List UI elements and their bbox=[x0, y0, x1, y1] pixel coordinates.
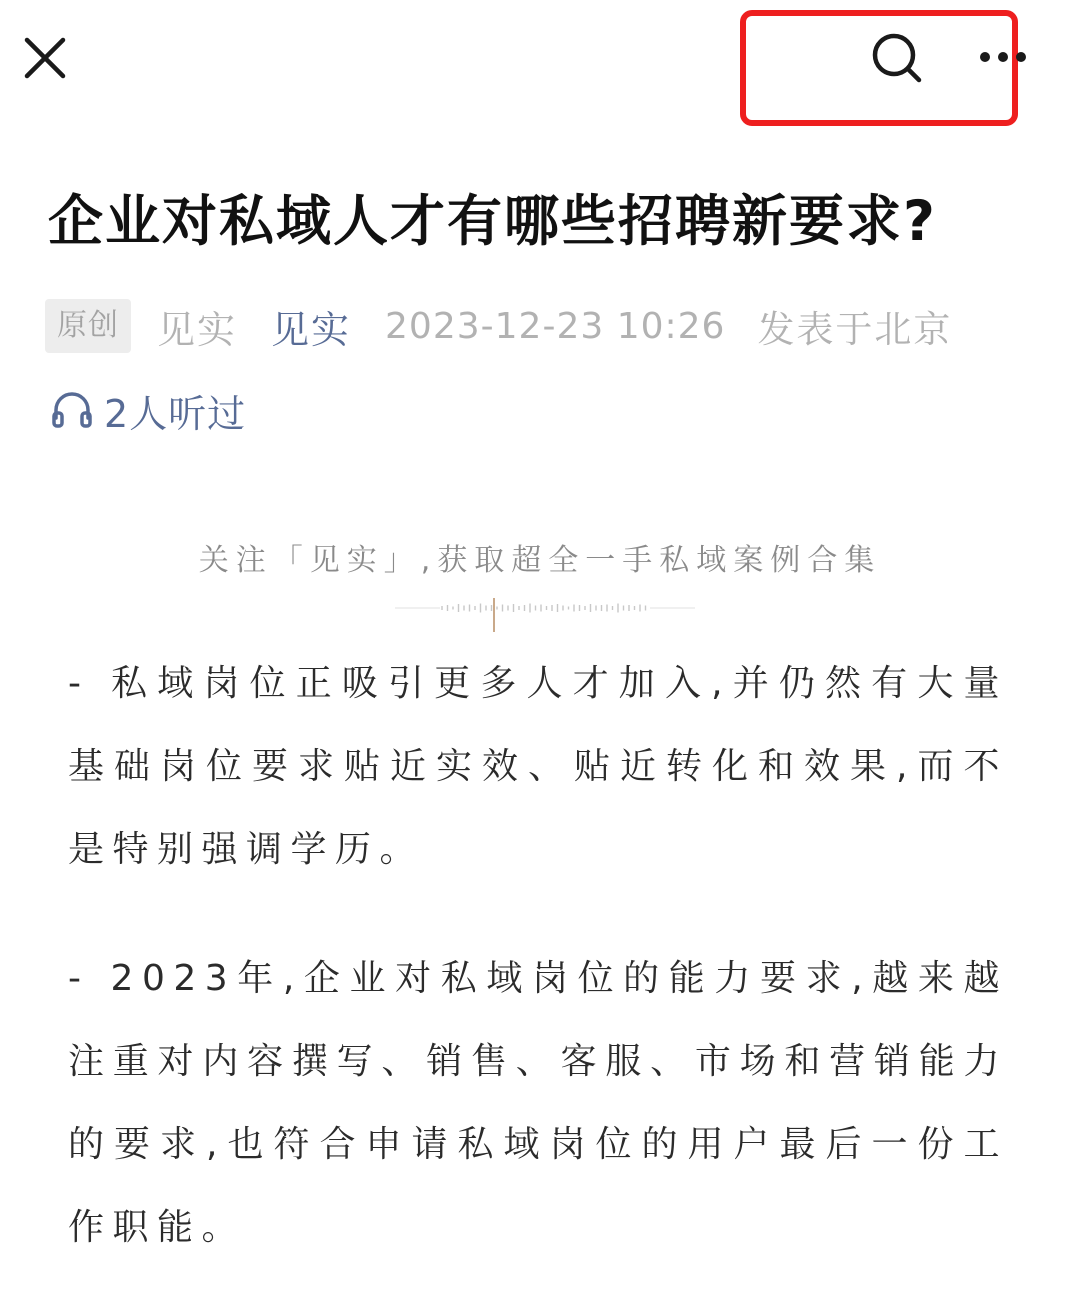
waveform-divider bbox=[390, 598, 700, 638]
promo-text: 关注「见实」,获取超全一手私域案例合集 bbox=[198, 543, 882, 578]
close-button[interactable] bbox=[22, 35, 68, 81]
body-paragraph: - 2023年,企业对私域岗位的能力要求,越来越注重对内容撰写、销售、客服、市场和营销能力的要求,也符合申请私域岗位的用户最后一份工作职能。 bbox=[68, 958, 1008, 1248]
body-paragraph: - 私域岗位正吸引更多人才加入,并仍然有大量基础岗位要求贴近实效、贴近转化和效果,而不是特别强调学历。 bbox=[68, 663, 1008, 870]
listen-count[interactable] bbox=[50, 380, 246, 440]
more-dots-icon bbox=[976, 40, 1032, 74]
headphones-icon bbox=[50, 388, 94, 432]
article-title: 企业对私域人才有哪些招聘新要求? bbox=[48, 189, 937, 253]
account-link[interactable]: 见实 bbox=[271, 307, 352, 352]
article-meta bbox=[45, 296, 1055, 356]
search-button[interactable] bbox=[868, 30, 924, 86]
publish-datetime: 2023-12-23 10:26 bbox=[385, 305, 726, 347]
listen-count-label: 2人听过 bbox=[104, 391, 247, 436]
close-icon bbox=[22, 35, 68, 81]
search-icon bbox=[868, 30, 924, 86]
top-bar bbox=[0, 0, 1080, 130]
original-badge: 原创 bbox=[45, 299, 131, 353]
publish-location: 发表于北京 bbox=[757, 308, 953, 351]
author-name: 见实 bbox=[157, 307, 238, 352]
more-options-button[interactable] bbox=[976, 40, 1032, 74]
